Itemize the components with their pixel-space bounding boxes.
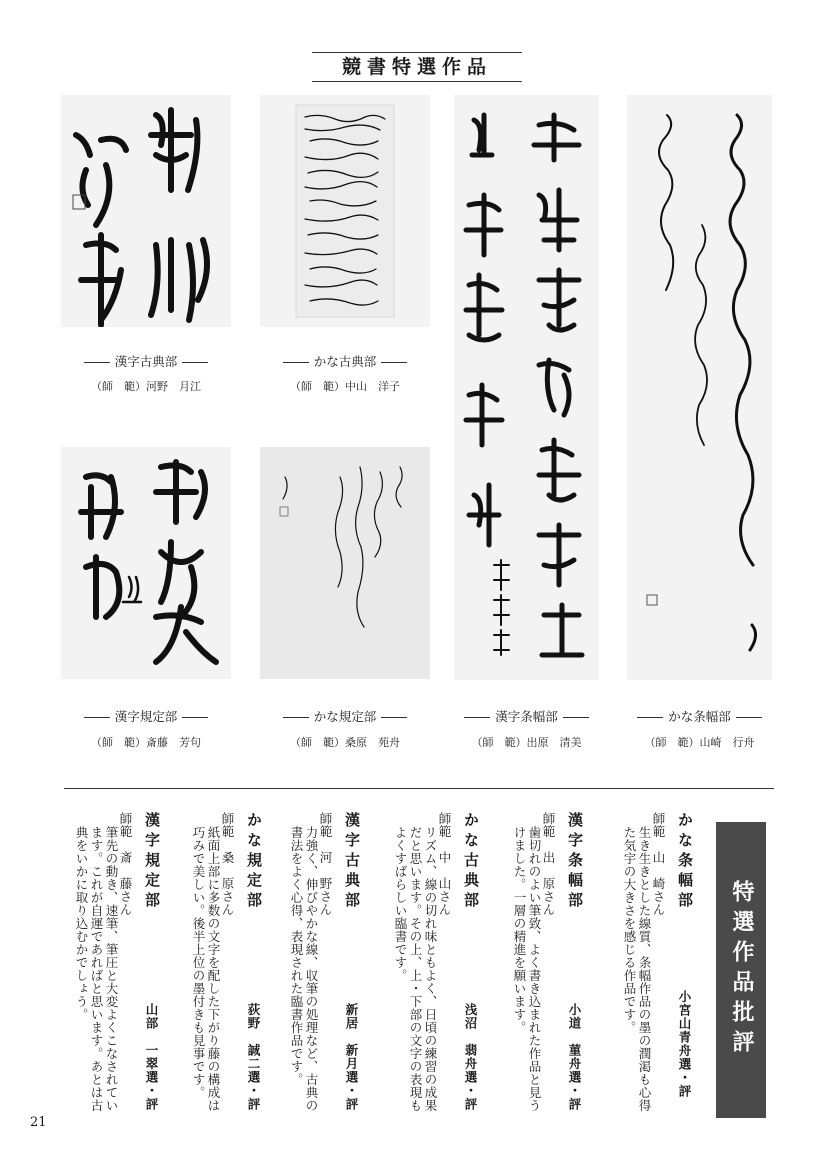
artwork-kana-joufuku — [627, 95, 772, 680]
caption-category: 漢字規定部 — [61, 707, 231, 725]
critique-heading: かな条幅部 — [676, 812, 694, 912]
artwork-kana-koten — [260, 95, 430, 327]
caption-category: かな古典部 — [260, 352, 430, 370]
critique-heading: 漢字古典部 — [343, 812, 361, 912]
critique-heading: かな古典部 — [462, 812, 480, 912]
critique-heading: 漢字条幅部 — [566, 812, 584, 912]
critique-name: 師範 斎 藤さん — [118, 812, 133, 916]
critique-name: 師範 山 崎さん — [651, 812, 666, 916]
caption-teacher: （師 範）出原 清美 — [471, 736, 582, 749]
artwork-kanji-koten — [61, 95, 231, 327]
critique-text: 生き生きとした線質、条幅作品の墨の潤渇も心得た気宇の大きさを感じる作品です。 — [622, 826, 652, 1112]
artwork-kanji-joufuku — [454, 95, 599, 680]
critique-name: 師範 出 原さん — [541, 812, 556, 916]
caption-category: かな規定部 — [260, 707, 430, 725]
caption-teacher: （師 範）河野 月江 — [91, 380, 201, 393]
critique-judge: 浅沼 翡舟選・評 — [463, 1003, 478, 1111]
artwork-kanji-kitei — [61, 447, 231, 679]
critique-name: 師範 河 野さん — [318, 812, 333, 916]
critique-text: 紙面上部に多数の文字を配した下がり藤の構成は巧みで美しい。後半上位の墨付きも見事です。 — [191, 826, 221, 1112]
critique-text: 筆先の動き、速筆、筆圧と大変よくこなされています。これが自運であればと思います。あとは古典をいかに取り込むかでしょう。 — [74, 826, 119, 1112]
critique-judge: 山部 一翠選・評 — [144, 1003, 159, 1111]
caption-category: かな条幅部 — [617, 707, 782, 725]
critique-text: 力強く、伸びやかな線、収筆の処理など、古典の書法をよく心得、表現された臨書作品です。 — [289, 826, 319, 1112]
caption-teacher: （師 範）中山 洋子 — [290, 380, 400, 393]
critique-text: リズム、線の切れ味ともよく、日頃の練習の成果だと思います。その上、上・下部の文字の表現もよくすばらしい臨書です。 — [393, 826, 438, 1112]
critique-name: 師範 中 山さん — [437, 812, 452, 916]
caption-category: 漢字古典部 — [61, 352, 231, 370]
caption-teacher: （師 範）桑原 苑舟 — [290, 736, 400, 749]
caption-teacher: （師 範）斎藤 芳句 — [91, 736, 201, 749]
critique-title: 特選作品批評 — [716, 822, 766, 1118]
critique-heading: 漢字規定部 — [143, 812, 161, 912]
caption-category: 漢字条幅部 — [444, 707, 609, 725]
critique-judge: 小道 菫舟選・評 — [567, 1003, 582, 1111]
section-divider — [64, 788, 774, 789]
critique-text: 歯切れのよい筆致、よく書き込まれた作品と見うけました。一層の精進を願います。 — [512, 826, 542, 1112]
critique-heading: かな規定部 — [245, 812, 263, 912]
artwork-kana-kitei — [260, 447, 430, 679]
critique-judge: 荻野 誠二選・評 — [246, 1003, 261, 1111]
critique-judge: 小宮山青舟選・評 — [677, 990, 692, 1098]
page-title: 競書特選作品 — [312, 52, 522, 82]
critique-judge: 新居 新月選・評 — [344, 1003, 359, 1111]
critique-name: 師範 桑 原さん — [220, 812, 235, 916]
caption-teacher: （師 範）山崎 行舟 — [644, 736, 755, 749]
page-number: 21 — [30, 1115, 47, 1130]
